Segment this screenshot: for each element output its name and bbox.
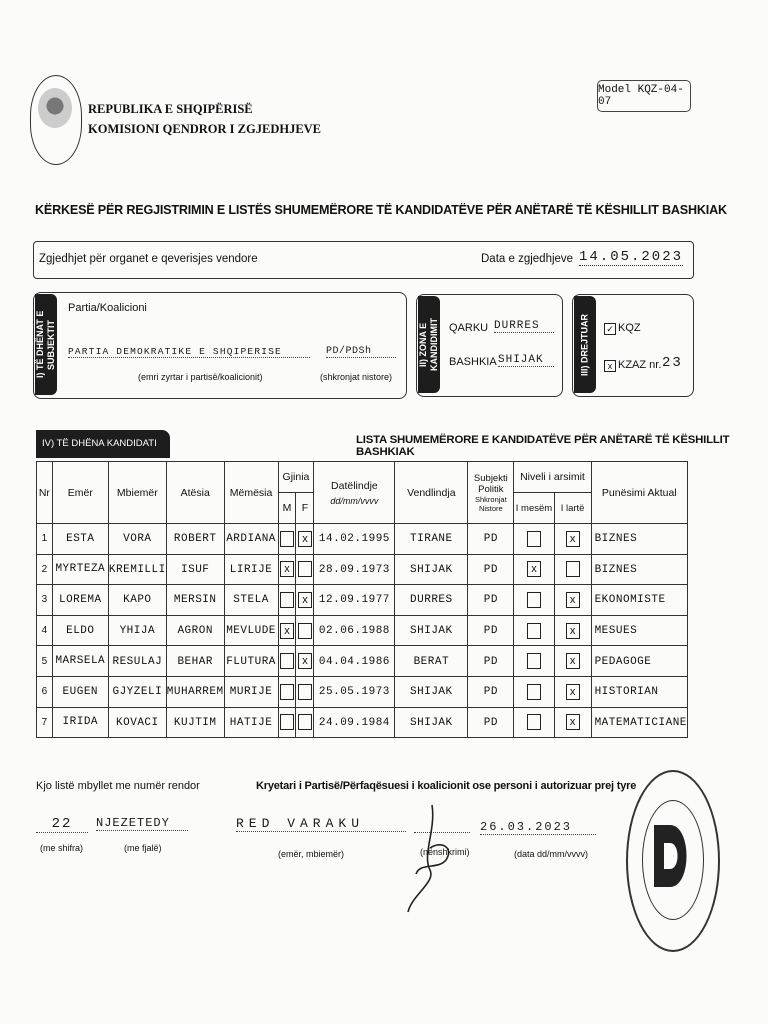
bashkia-value: SHIJAK	[498, 354, 554, 367]
table-row	[37, 707, 688, 738]
cell-atesia-text: AGRON	[177, 625, 213, 638]
cell-nr	[37, 646, 53, 677]
cell-atesia-text: ROBERT	[173, 533, 217, 546]
cell-emer-text: LOREMA	[58, 593, 102, 606]
header-niveli: Niveli i arsimit	[514, 462, 591, 493]
cell-place	[395, 615, 468, 646]
closing-number-digits: 22	[36, 816, 88, 833]
cell-edu-mesem-checkbox[interactable]	[527, 531, 541, 547]
signature-mark	[402, 800, 462, 920]
cell-place-text: SHIJAK	[410, 686, 453, 699]
cell-place-text: SHIJAK	[410, 625, 453, 638]
table-row	[37, 585, 688, 616]
cell-memesia-text: FLUTURA	[226, 655, 276, 668]
party-abbr-caption: (shkronjat nistore)	[320, 372, 393, 382]
cell-nr	[37, 554, 53, 585]
table-row	[37, 676, 688, 707]
cell-dob	[314, 585, 395, 616]
kqz-label: KQZ	[618, 322, 641, 334]
seal-emblem-icon	[38, 88, 72, 128]
cell-place	[395, 554, 468, 585]
cell-place-text: SHIJAK	[410, 563, 453, 576]
cell-party-text: PD	[483, 563, 498, 576]
cell-mbiemer-text: VORA	[123, 533, 152, 546]
cell-edu-mesem	[514, 524, 554, 555]
party-name: PARTIA DEMOKRATIKE E SHQIPERISE	[68, 346, 310, 358]
sign-date: 26.03.2023	[480, 820, 596, 835]
cell-nr-text: 2	[41, 563, 48, 575]
cell-party	[468, 554, 514, 585]
cell-emer	[52, 554, 108, 585]
cell-edu-larte	[554, 646, 591, 677]
cell-dob	[314, 554, 395, 585]
cell-job	[591, 554, 687, 585]
cell-memesia-text: STELA	[233, 594, 269, 607]
header-punesimi: Punësimi Aktual	[591, 462, 687, 524]
cell-gender-m-checkbox[interactable]	[280, 531, 294, 547]
cell-edu-mesem-checkbox[interactable]	[527, 623, 541, 639]
cell-atesia-text: MERSIN	[173, 594, 217, 607]
cell-atesia-text: MUHARREM	[166, 686, 224, 699]
cell-gender-f-checkbox[interactable]: x	[298, 653, 312, 669]
cell-nr	[37, 676, 53, 707]
cell-edu-larte	[554, 676, 591, 707]
cell-dob-text: 25.05.1973	[318, 686, 390, 699]
cell-atesia	[166, 707, 224, 738]
cell-place	[395, 646, 468, 677]
cell-memesia-text: MURIJE	[229, 686, 273, 699]
cell-gender-m-checkbox[interactable]: x	[280, 561, 294, 577]
cell-atesia	[166, 524, 224, 555]
candidate-list-title: LISTA SHUMEMËRORE E KANDIDATËVE PËR ANËTARË TË KËSHILLIT BASHKIAK	[356, 434, 730, 458]
cell-gender-f	[296, 615, 314, 646]
cell-dob	[314, 676, 395, 707]
table-row	[37, 646, 688, 677]
cell-mbiemer-text: YHIJA	[119, 625, 156, 638]
cell-dob	[314, 524, 395, 555]
header-vendlindja: Vendlindja	[395, 462, 468, 524]
cell-memesia	[224, 676, 278, 707]
cell-gender-f-checkbox[interactable]	[298, 623, 312, 639]
header-mbiemer: Mbiemër	[108, 462, 166, 524]
cell-edu-larte-checkbox[interactable]: x	[566, 714, 580, 730]
cell-memesia	[224, 524, 278, 555]
republic-title: REPUBLIKA E SHQIPËRISË	[88, 102, 253, 116]
cell-party	[468, 707, 514, 738]
header-gjinia: Gjinia	[278, 462, 314, 493]
cell-job	[591, 585, 687, 616]
cell-edu-mesem-checkbox[interactable]	[527, 684, 541, 700]
cell-gender-m	[278, 585, 296, 616]
cell-atesia	[166, 646, 224, 677]
cell-gender-m-checkbox[interactable]	[280, 653, 294, 669]
cell-edu-larte-checkbox[interactable]: x	[566, 592, 580, 608]
party-abbr: PD/PDSh	[326, 346, 396, 358]
cell-gender-m	[278, 615, 296, 646]
cell-place-text: SHIJAK	[410, 716, 453, 729]
header-nr: Nr	[37, 462, 53, 524]
caption-words: (me fjalë)	[124, 843, 162, 853]
cell-dob-text: 28.09.1973	[318, 563, 390, 576]
cell-place-text: BERAT	[413, 655, 450, 668]
cell-party-text: PD	[483, 625, 498, 638]
cell-job-text: MATEMATICIANE	[594, 716, 687, 729]
cell-nr-text: 6	[41, 686, 48, 698]
cell-emer	[52, 524, 108, 555]
cell-edu-mesem	[514, 554, 554, 585]
cell-gender-m	[278, 707, 296, 738]
cell-memesia-text: HATIJE	[229, 716, 273, 729]
cell-emer-text: EUGEN	[62, 685, 99, 698]
closes-label: Kjo listë mbyllet me numër rendor	[36, 780, 200, 792]
cell-job	[591, 646, 687, 677]
cell-dob-text: 14.02.1995	[318, 533, 390, 546]
cell-gender-m-checkbox[interactable]	[280, 714, 294, 730]
cell-gender-m	[278, 554, 296, 585]
cell-job	[591, 615, 687, 646]
cell-dob-text: 02.06.1988	[318, 625, 390, 638]
cell-nr-text: 3	[41, 594, 48, 606]
bashkia-label: BASHKIA	[449, 356, 497, 368]
cell-gender-m	[278, 524, 296, 555]
cell-gender-f-checkbox[interactable]	[298, 714, 312, 730]
cell-mbiemer	[108, 676, 166, 707]
kzaz-label: KZAZ nr.	[618, 359, 662, 371]
cell-gender-f	[296, 554, 314, 585]
header-memesia: Mëmësia	[224, 462, 278, 524]
cell-memesia	[224, 585, 278, 616]
party-label: Partia/Koalicioni	[68, 302, 147, 314]
cell-mbiemer	[108, 585, 166, 616]
header-subjekti	[468, 462, 514, 524]
header-subjekti-label: Subjekti Politik	[473, 472, 508, 495]
cell-dob	[314, 707, 395, 738]
cell-party	[468, 585, 514, 616]
election-row	[33, 241, 694, 279]
header-subjekti-sub: Shkronjat Nistore	[474, 494, 507, 513]
cell-dob-text: 12.09.1977	[318, 594, 390, 607]
cell-job-text: BIZNES	[594, 533, 638, 546]
commission-title: KOMISIONI QENDROR I ZGJEDHJEVE	[88, 122, 322, 136]
cell-edu-larte	[554, 554, 591, 585]
cell-atesia	[166, 676, 224, 707]
header-datelindje-label: Datëlindje	[331, 479, 378, 492]
cell-party	[468, 646, 514, 677]
cell-memesia-text: LIRIJE	[229, 563, 273, 576]
cell-gender-f-checkbox[interactable]	[298, 561, 312, 577]
cell-nr	[37, 524, 53, 555]
cell-edu-larte	[554, 707, 591, 738]
election-label: Zgjedhjet për organet e qeverisjes vendore	[39, 253, 258, 265]
cell-gender-f	[296, 524, 314, 555]
cell-memesia	[224, 707, 278, 738]
chair-name: RED VARAKU	[236, 816, 406, 832]
cell-nr	[37, 707, 53, 738]
cell-mbiemer	[108, 615, 166, 646]
qarku-label: QARKU	[449, 322, 489, 334]
kqz-checkbox[interactable]: ✓	[604, 323, 616, 335]
cell-dob	[314, 615, 395, 646]
table-row	[37, 615, 688, 646]
cell-emer	[52, 585, 108, 616]
cell-emer-text: IRIDA	[62, 716, 99, 729]
cell-edu-larte-checkbox[interactable]: x	[566, 684, 580, 700]
cell-edu-mesem-checkbox[interactable]	[527, 653, 541, 669]
cell-gender-f	[296, 585, 314, 616]
cell-atesia	[166, 585, 224, 616]
cell-gender-m-checkbox[interactable]	[280, 592, 294, 608]
header-m: M	[278, 493, 296, 524]
cell-edu-mesem-checkbox[interactable]	[527, 592, 541, 608]
cell-edu-larte-checkbox[interactable]: x	[566, 653, 580, 669]
subject-strip: I) TË DHËNAT E SUBJEKTIT	[35, 294, 57, 395]
party-name-caption: (emri zyrtar i partisë/koalicionit)	[138, 372, 263, 382]
header-date-format: dd/mm/vvvv	[330, 495, 379, 506]
cell-party	[468, 524, 514, 555]
cell-gender-f	[296, 646, 314, 677]
kzaz-number: 23	[662, 355, 683, 371]
cell-edu-larte-checkbox[interactable]	[566, 561, 580, 577]
cell-party	[468, 676, 514, 707]
cell-party	[468, 615, 514, 646]
cell-place	[395, 707, 468, 738]
election-date-label: Data e zgjedhjeve	[481, 253, 574, 265]
header-larte: I lartë	[554, 493, 591, 524]
caption-digits: (me shifra)	[40, 843, 84, 853]
cell-memesia-text: MEVLUDE	[226, 625, 276, 638]
cell-dob-text: 24.09.1984	[318, 716, 390, 729]
cell-gender-m	[278, 646, 296, 677]
cell-job	[591, 676, 687, 707]
cell-party-text: PD	[483, 594, 498, 607]
cell-edu-mesem-checkbox[interactable]	[527, 714, 541, 730]
cell-emer-text: MARSELA	[55, 655, 106, 668]
table-row	[37, 524, 688, 555]
cell-edu-larte	[554, 615, 591, 646]
closing-number-words: NJEZETEDY	[96, 816, 188, 831]
cell-gender-f	[296, 707, 314, 738]
cell-mbiemer	[108, 524, 166, 555]
candidate-table	[36, 461, 688, 738]
cell-edu-larte-checkbox[interactable]: x	[566, 623, 580, 639]
cell-mbiemer-text: KAPO	[123, 594, 152, 607]
cell-atesia	[166, 615, 224, 646]
cell-job	[591, 707, 687, 738]
cell-edu-mesem	[514, 585, 554, 616]
cell-edu-mesem	[514, 646, 554, 677]
header-datelindje	[314, 462, 395, 524]
kzaz-checkbox[interactable]: x	[604, 360, 616, 372]
cell-party-text: PD	[483, 686, 498, 699]
model-code: Model KQZ-04-07	[597, 80, 691, 112]
header-emer: Emër	[52, 462, 108, 524]
qarku-value: DURRES	[494, 320, 554, 333]
cell-nr	[37, 585, 53, 616]
cell-job-text: BIZNES	[594, 563, 638, 576]
election-date-value: 14.05.2023	[579, 249, 684, 265]
cell-nr-text: 1	[41, 533, 48, 545]
cell-gender-m-checkbox[interactable]: x	[280, 623, 294, 639]
cell-party-text: PD	[483, 533, 498, 546]
cell-party-text: PD	[483, 716, 498, 729]
cell-mbiemer	[108, 554, 166, 585]
cell-atesia-text: BEHAR	[177, 655, 213, 668]
cell-party-text: PD	[483, 655, 498, 668]
cell-dob	[314, 646, 395, 677]
cell-gender-m-checkbox[interactable]	[280, 684, 294, 700]
cell-memesia	[224, 554, 278, 585]
cell-mbiemer-text: GJYZELI	[112, 686, 163, 699]
cell-edu-mesem-checkbox[interactable]: x	[527, 561, 541, 577]
cell-emer-text: MYRTEZA	[55, 563, 106, 576]
header-mesem: I mesëm	[514, 493, 554, 524]
cell-nr-text: 4	[41, 625, 48, 637]
cell-atesia	[166, 554, 224, 585]
cell-mbiemer-text: KREMILLI	[108, 563, 166, 576]
cell-dob-text: 04.04.1986	[318, 655, 390, 668]
cell-job-text: MESUES	[594, 625, 638, 638]
header-atesia: Atësia	[166, 462, 224, 524]
cell-gender-f	[296, 676, 314, 707]
cell-edu-mesem	[514, 615, 554, 646]
cell-edu-mesem	[514, 676, 554, 707]
cell-edu-larte-checkbox[interactable]: x	[566, 531, 580, 547]
zone-strip: II) ZONA E KANDIDIMIT	[418, 296, 440, 393]
candidates-section-label: IV) TË DHËNA KANDIDATI	[36, 430, 170, 458]
cell-edu-larte	[554, 524, 591, 555]
addressed-strip: III) DREJTUAR	[574, 296, 596, 393]
cell-emer	[52, 646, 108, 677]
cell-job	[591, 524, 687, 555]
caption-name: (emër, mbiemër)	[278, 849, 345, 859]
caption-signature: (nënshkrimi)	[420, 847, 470, 857]
cell-edu-larte	[554, 585, 591, 616]
cell-nr-text: 5	[41, 655, 48, 667]
cell-gender-f-checkbox[interactable]: x	[298, 592, 312, 608]
cell-emer-text: ESTA	[66, 532, 95, 545]
cell-mbiemer-text: KOVACI	[116, 716, 159, 729]
cell-emer	[52, 615, 108, 646]
cell-gender-f-checkbox[interactable]: x	[298, 531, 312, 547]
header-f: F	[296, 493, 314, 524]
cell-emer	[52, 676, 108, 707]
cell-mbiemer-text: RESULAJ	[112, 655, 163, 668]
cell-job-text: PEDAGOGE	[594, 655, 652, 668]
cell-place-text: TIRANE	[410, 533, 453, 546]
form-title: KËRKESË PËR REGJISTRIMIN E LISTËS SHUMEMËRORE TË KANDIDATËVE PËR ANËTARË TË KËSHILLIT BASHKIAK	[35, 203, 727, 217]
cell-emer	[52, 707, 108, 738]
cell-emer-text: ELDO	[66, 624, 95, 637]
cell-atesia-text: KUJTIM	[173, 716, 217, 729]
cell-memesia	[224, 646, 278, 677]
cell-atesia-text: ISUF	[181, 563, 210, 576]
cell-memesia-text: ARDIANA	[226, 533, 276, 546]
cell-gender-f-checkbox[interactable]	[298, 684, 312, 700]
cell-job-text: EKONOMISTE	[594, 594, 666, 607]
cell-job-text: HISTORIAN	[594, 686, 659, 699]
chair-label: Kryetari i Partisë/Përfaqësuesi i koalicionit ose personi i autorizuar prej tyre	[256, 780, 637, 792]
cell-mbiemer	[108, 646, 166, 677]
cell-nr	[37, 615, 53, 646]
cell-mbiemer	[108, 707, 166, 738]
cell-gender-m	[278, 676, 296, 707]
cell-edu-mesem	[514, 707, 554, 738]
cell-place-text: DURRES	[410, 594, 453, 607]
cell-place	[395, 676, 468, 707]
cell-nr-text: 7	[41, 716, 48, 728]
cell-memesia	[224, 615, 278, 646]
caption-date: (data dd/mm/vvvv)	[514, 849, 589, 859]
table-row	[37, 554, 688, 585]
cell-place	[395, 585, 468, 616]
cell-place	[395, 524, 468, 555]
party-logo-icon	[648, 815, 694, 897]
